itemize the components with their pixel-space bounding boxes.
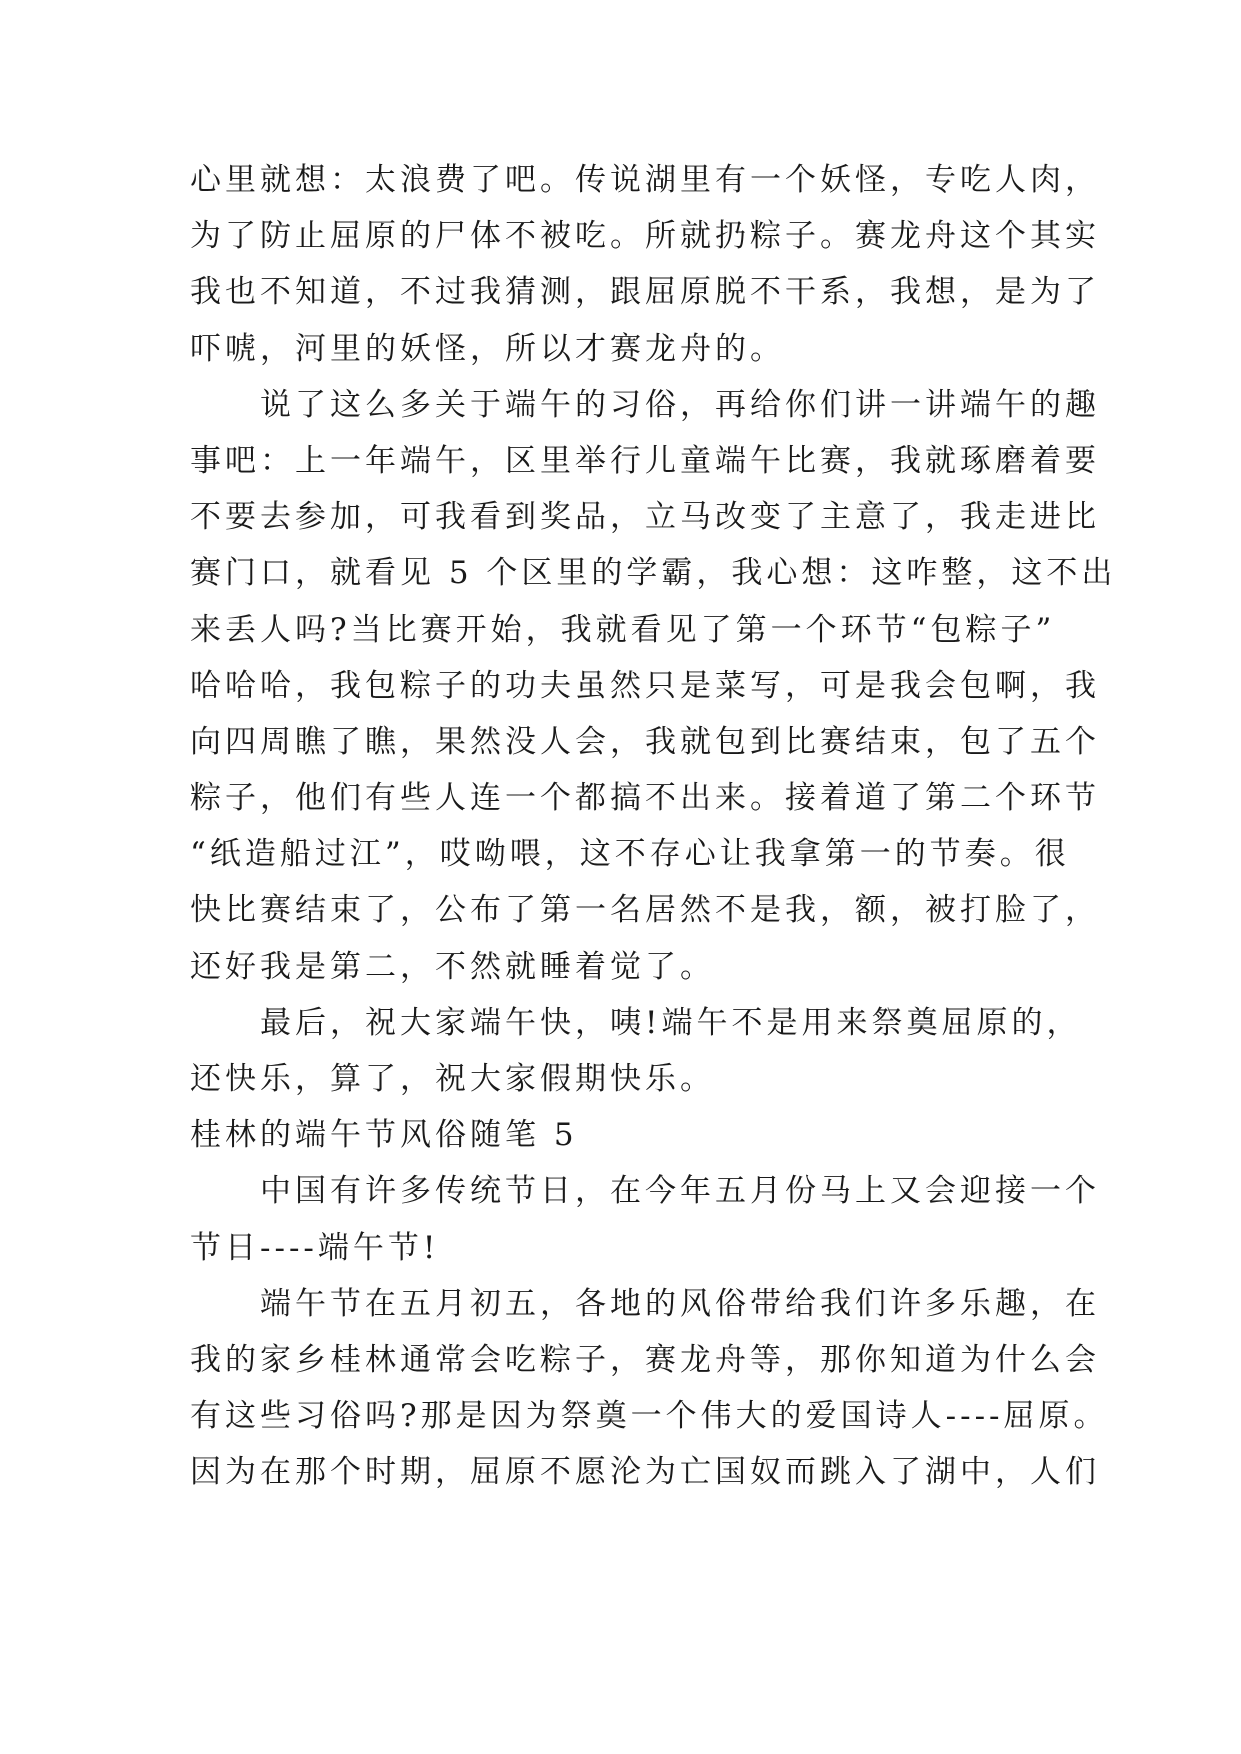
text-line: 还好我是第二，不然就睡着觉了。 xyxy=(190,948,715,985)
text-line: 我也不知道，不过我猜测，跟屈原脱不干系，我想，是为了 xyxy=(190,274,1100,311)
text-line: 桂林的端午节风俗随笔 5 xyxy=(190,1117,578,1154)
text-line: 向四周瞧了瞧，果然没人会，我就包到比赛结束，包了五个 xyxy=(190,723,1100,760)
text-line: 来丢人吗?当比赛开始，我就看见了第一个环节“包粽子” xyxy=(190,611,1056,648)
text-line: 哈哈哈，我包粽子的功夫虽然只是菜写，可是我会包啊，我 xyxy=(190,667,1100,704)
text-line: 不要去参加，可我看到奖品，立马改变了主意了，我走进比 xyxy=(190,499,1100,536)
paragraph-first-line: 最后，祝大家端午快，咦!端午不是用来祭奠屈原的， xyxy=(260,1004,1082,1041)
text-line: 事吧：上一年端午，区里举行儿童端午比赛，我就琢磨着要 xyxy=(190,442,1100,479)
text-line: 有这些习俗吗?那是因为祭奠一个伟大的爱国诗人----屈原。 xyxy=(190,1398,1109,1435)
paragraph-first-line: 中国有许多传统节日，在今年五月份马上又会迎接一个 xyxy=(260,1173,1100,1210)
text-line: 节日----端午节! xyxy=(190,1229,440,1266)
text-line: 快比赛结束了，公布了第一名居然不是我，额，被打脸了， xyxy=(190,892,1100,929)
text-line: 为了防止屈原的尸体不被吃。所就扔粽子。赛龙舟这个其实 xyxy=(190,218,1100,255)
text-line: 吓唬，河里的妖怪，所以才赛龙舟的。 xyxy=(190,330,785,367)
paragraph-first-line: 端午节在五月初五，各地的风俗带给我们许多乐趣，在 xyxy=(260,1285,1100,1322)
text-line: 还快乐，算了，祝大家假期快乐。 xyxy=(190,1061,715,1097)
text-line: 粽子，他们有些人连一个都搞不出来。接着道了第二个环节 xyxy=(190,780,1100,817)
text-line: 因为在那个时期，屈原不愿沦为亡国奴而跳入了湖中，人们 xyxy=(190,1454,1100,1491)
text-line: 心里就想：太浪费了吧。传说湖里有一个妖怪，专吃人肉， xyxy=(190,162,1100,198)
text-line: 我的家乡桂林通常会吃粽子，赛龙舟等，那你知道为什么会 xyxy=(190,1341,1100,1378)
document-body xyxy=(190,152,1117,1501)
text-line: 赛门口，就看见 5 个区里的学霸，我心想：这咋整，这不出 xyxy=(190,555,1117,592)
paragraph-first-line: 说了这么多关于端午的习俗，再给你们讲一讲端午的趣 xyxy=(260,386,1100,423)
text-line: “纸造船过江”，哎呦喂，这不存心让我拿第一的节奏。很 xyxy=(190,836,1070,873)
